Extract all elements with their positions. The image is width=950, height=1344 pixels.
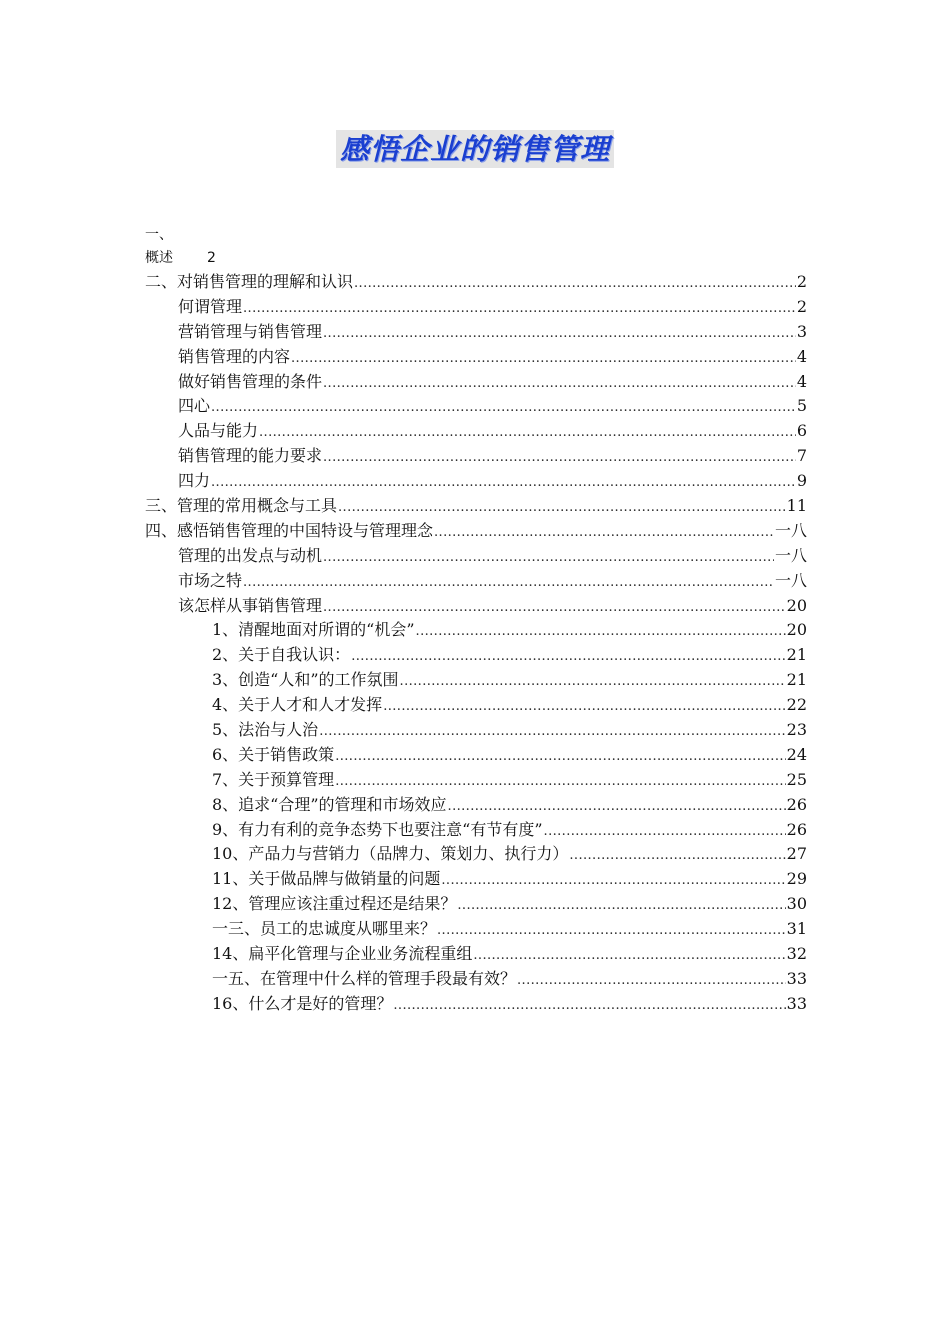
toc-entry[interactable] bbox=[145, 494, 807, 519]
toc-entry-text: 10、产品力与营销力（品牌力、策划力、执行力） bbox=[212, 844, 569, 864]
toc-dot-leader bbox=[448, 795, 786, 820]
document-title: 感悟企业的销售管理 bbox=[336, 130, 614, 168]
toc-entry[interactable] bbox=[145, 942, 807, 967]
toc-dot-leader bbox=[291, 347, 796, 372]
toc-entry-page: 21 bbox=[786, 645, 807, 665]
toc-entry-text: 3、创造“人和”的工作氛围 bbox=[212, 670, 399, 690]
toc-dot-leader bbox=[544, 820, 786, 845]
toc-entry-page: 30 bbox=[786, 894, 807, 914]
toc-entry-text: 14、扁平化管理与企业业务流程重组 bbox=[212, 944, 473, 964]
toc-entry-text: 做好销售管理的条件 bbox=[178, 371, 323, 391]
toc-dot-leader bbox=[457, 894, 785, 919]
title-wrap bbox=[0, 130, 950, 168]
table-of-contents bbox=[145, 224, 807, 1017]
toc-entry-page: 4 bbox=[796, 371, 807, 391]
toc-entry-page: 26 bbox=[786, 794, 807, 814]
toc-dot-leader bbox=[211, 396, 796, 421]
toc-entry[interactable] bbox=[145, 992, 807, 1017]
toc-entry-text: 一五、在管理中什么样的管理手段最有效？ bbox=[212, 968, 517, 988]
toc-dot-leader bbox=[473, 944, 785, 969]
toc-entry[interactable] bbox=[145, 618, 807, 643]
toc-entry-number: 一、 bbox=[145, 227, 173, 243]
toc-entry-page: 2 bbox=[207, 250, 216, 266]
toc-dot-leader bbox=[323, 372, 796, 397]
toc-list bbox=[145, 270, 807, 1017]
toc-entry-page: 33 bbox=[786, 993, 807, 1013]
toc-dot-leader bbox=[416, 620, 786, 645]
toc-entry[interactable] bbox=[145, 693, 807, 718]
toc-entry-text: 四力 bbox=[178, 471, 211, 491]
toc-entry-text: 四心 bbox=[178, 396, 211, 416]
toc-entry[interactable] bbox=[145, 842, 807, 867]
toc-entry[interactable] bbox=[145, 892, 807, 917]
toc-dot-leader bbox=[400, 670, 786, 695]
toc-entry-label: 概述 bbox=[145, 250, 173, 266]
toc-entry-text: 16、什么才是好的管理？ bbox=[212, 993, 393, 1013]
toc-entry-text: 该怎样从事销售管理 bbox=[178, 595, 323, 615]
toc-dot-leader bbox=[211, 471, 796, 496]
toc-entry-page: 25 bbox=[786, 769, 807, 789]
toc-entry[interactable] bbox=[145, 569, 807, 594]
toc-dot-leader bbox=[338, 496, 786, 521]
toc-entry-page: 27 bbox=[786, 844, 807, 864]
toc-dot-leader bbox=[517, 969, 786, 994]
toc-entry-page: 7 bbox=[796, 446, 807, 466]
toc-entry[interactable] bbox=[145, 519, 807, 544]
toc-entry-page: 32 bbox=[786, 944, 807, 964]
toc-entry-text: 销售管理的能力要求 bbox=[178, 446, 323, 466]
toc-dot-leader bbox=[354, 272, 796, 297]
toc-entry-text: 四、感悟销售管理的中国特设与管理理念 bbox=[145, 520, 434, 540]
toc-entry-label-line bbox=[145, 247, 807, 270]
toc-entry-page: 21 bbox=[786, 670, 807, 690]
toc-entry-page: 20 bbox=[786, 620, 807, 640]
toc-entry[interactable] bbox=[145, 818, 807, 843]
toc-entry-text: 7、关于预算管理 bbox=[212, 769, 335, 789]
toc-entry-text: 营销管理与销售管理 bbox=[178, 321, 323, 341]
toc-dot-leader bbox=[351, 645, 785, 670]
toc-entry-page: 24 bbox=[786, 744, 807, 764]
toc-entry-page: 一八 bbox=[774, 570, 807, 590]
toc-entry-text: 何谓管理 bbox=[178, 296, 243, 316]
toc-entry-text: 市场之特 bbox=[178, 570, 243, 590]
toc-entry-page: 31 bbox=[786, 919, 807, 939]
toc-entry[interactable] bbox=[145, 544, 807, 569]
toc-entry-page: 4 bbox=[796, 346, 807, 366]
toc-entry-page: 9 bbox=[796, 471, 807, 491]
toc-entry-text: 1、清醒地面对所谓的“机会” bbox=[212, 620, 415, 640]
toc-entry-page: 一八 bbox=[774, 545, 807, 565]
toc-dot-leader bbox=[383, 695, 785, 720]
toc-entry-page: 26 bbox=[786, 819, 807, 839]
toc-entry[interactable] bbox=[145, 270, 807, 295]
toc-entry-page: 3 bbox=[796, 321, 807, 341]
toc-entry[interactable] bbox=[145, 345, 807, 370]
toc-entry-text: 2、关于自我认识： bbox=[212, 645, 351, 665]
toc-entry-text: 9、有力有利的竞争态势下也要注意“有节有度” bbox=[212, 819, 543, 839]
toc-entry-page: 33 bbox=[786, 968, 807, 988]
toc-entry[interactable] bbox=[145, 793, 807, 818]
toc-entry[interactable] bbox=[145, 917, 807, 942]
toc-entry-text: 6、关于销售政策 bbox=[212, 744, 335, 764]
toc-dot-leader bbox=[434, 521, 774, 546]
toc-dot-leader bbox=[323, 546, 774, 571]
toc-entry-text: 二、对销售管理的理解和认识 bbox=[145, 272, 354, 291]
toc-entry-text: 12、管理应该注重过程还是结果？ bbox=[212, 894, 457, 914]
toc-entry-page: 2 bbox=[796, 296, 807, 316]
toc-dot-leader bbox=[441, 869, 785, 894]
toc-entry-page: 11 bbox=[786, 496, 807, 516]
toc-entry[interactable] bbox=[145, 743, 807, 768]
toc-entry-text: 一三、员工的忠诚度从哪里来？ bbox=[212, 919, 437, 939]
toc-entry[interactable] bbox=[145, 394, 807, 419]
toc-entry-page: 6 bbox=[796, 421, 807, 441]
toc-entry-text: 销售管理的内容 bbox=[178, 346, 291, 366]
toc-entry-overview[interactable] bbox=[145, 224, 807, 270]
toc-dot-leader bbox=[243, 571, 774, 596]
toc-dot-leader bbox=[323, 322, 796, 347]
toc-dot-leader bbox=[243, 297, 796, 322]
toc-entry[interactable] bbox=[145, 370, 807, 395]
toc-entry[interactable] bbox=[145, 295, 807, 320]
toc-dot-leader bbox=[323, 596, 786, 621]
toc-entry[interactable] bbox=[145, 867, 807, 892]
toc-entry-text: 人品与能力 bbox=[178, 421, 259, 441]
toc-entry-page: 20 bbox=[786, 595, 807, 615]
toc-entry[interactable] bbox=[145, 668, 807, 693]
toc-dot-leader bbox=[569, 844, 785, 869]
toc-entry-page: 一八 bbox=[774, 520, 807, 540]
toc-dot-leader bbox=[323, 446, 796, 471]
toc-entry[interactable] bbox=[145, 768, 807, 793]
toc-entry[interactable] bbox=[145, 419, 807, 444]
toc-entry-text: 管理的出发点与动机 bbox=[178, 545, 323, 565]
toc-dot-leader bbox=[437, 919, 786, 944]
toc-entry[interactable] bbox=[145, 967, 807, 992]
toc-entry[interactable] bbox=[145, 643, 807, 668]
toc-entry[interactable] bbox=[145, 469, 807, 494]
toc-entry-text: 11、关于做品牌与做销量的问题 bbox=[212, 869, 441, 889]
toc-entry-page: 23 bbox=[786, 720, 807, 740]
toc-dot-leader bbox=[259, 421, 796, 446]
toc-entry-text: 5、法治与人治 bbox=[212, 720, 319, 740]
toc-entry-page: 5 bbox=[796, 396, 807, 416]
toc-dot-leader bbox=[393, 994, 785, 1019]
toc-entry-text: 8、追求“合理”的管理和市场效应 bbox=[212, 794, 447, 814]
toc-entry-text: 4、关于人才和人才发挥 bbox=[212, 695, 383, 715]
toc-entry-text: 三、管理的常用概念与工具 bbox=[145, 496, 338, 516]
toc-dot-leader bbox=[335, 770, 785, 795]
toc-entry[interactable] bbox=[145, 320, 807, 345]
toc-entry[interactable] bbox=[145, 594, 807, 619]
toc-entry[interactable] bbox=[145, 718, 807, 743]
toc-entry-page: 29 bbox=[786, 869, 807, 889]
toc-entry-page: 2 bbox=[796, 272, 807, 291]
toc-entry[interactable] bbox=[145, 444, 807, 469]
toc-entry-page: 22 bbox=[786, 695, 807, 715]
toc-dot-leader bbox=[319, 720, 785, 745]
toc-dot-leader bbox=[335, 745, 785, 770]
